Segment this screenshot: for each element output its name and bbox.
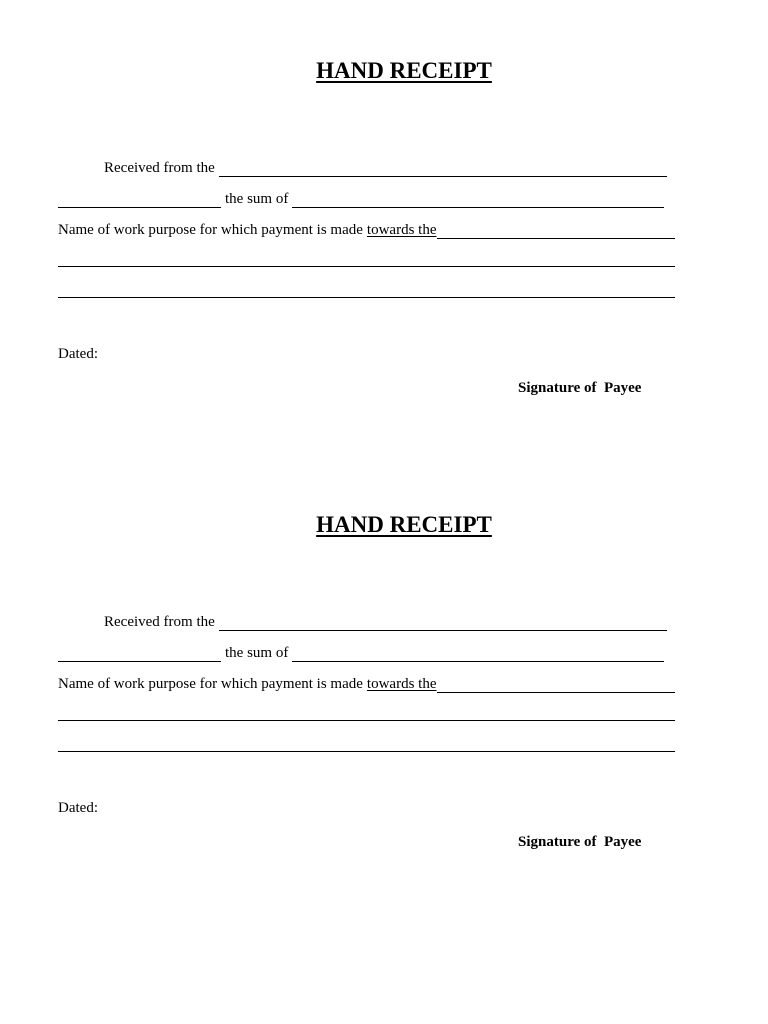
sum-row — [58, 190, 664, 208]
received-from-label: Received from the — [104, 160, 215, 176]
received-from-row — [104, 159, 667, 177]
amount-field[interactable] — [292, 192, 664, 208]
hand-receipt-form — [0, 0, 768, 454]
received-from-row — [104, 613, 667, 631]
dated-label: Dated: — [58, 346, 98, 362]
received-from-field[interactable] — [219, 615, 667, 631]
payer-continuation-field[interactable] — [58, 192, 221, 208]
received-from-label: Received from the — [104, 614, 215, 630]
purpose-row — [58, 675, 675, 693]
receipt-title: HAND RECEIPT — [316, 512, 492, 537]
signature-of-payee-label: Signature of Payee — [518, 380, 642, 396]
purpose-field[interactable] — [437, 677, 676, 693]
towards-label: towards the — [366, 222, 437, 238]
purpose-row — [58, 221, 675, 239]
receipt-title: HAND RECEIPT — [316, 58, 492, 83]
sum-of-label: the sum of — [225, 645, 289, 661]
amount-field[interactable] — [292, 646, 664, 662]
signature-of-payee-label: Signature of Payee — [518, 834, 642, 850]
received-from-field[interactable] — [219, 161, 667, 177]
sum-row — [58, 644, 664, 662]
purpose-label: Name of work purpose for which payment is made — [58, 676, 363, 692]
purpose-continuation-line[interactable] — [58, 297, 675, 298]
sum-of-label: the sum of — [225, 191, 289, 207]
purpose-field[interactable] — [437, 223, 676, 239]
purpose-continuation-line[interactable] — [58, 751, 675, 752]
payer-continuation-field[interactable] — [58, 646, 221, 662]
purpose-continuation-line[interactable] — [58, 720, 675, 721]
towards-label: towards the — [366, 676, 437, 692]
purpose-continuation-line[interactable] — [58, 266, 675, 267]
purpose-label: Name of work purpose for which payment is made — [58, 222, 363, 238]
hand-receipt-form — [0, 454, 768, 908]
dated-label: Dated: — [58, 800, 98, 816]
